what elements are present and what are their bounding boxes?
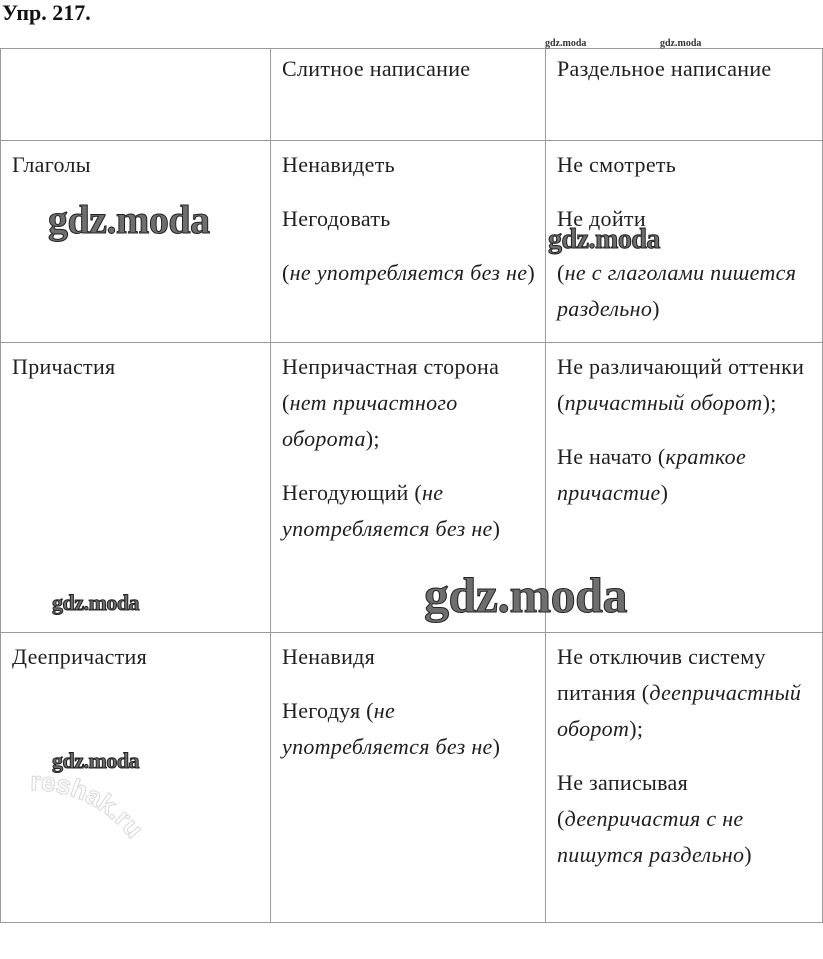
example: Негодуя (не употребляется без не) (282, 698, 501, 759)
separate-cell (546, 633, 823, 923)
example: Не записывая (деепричастия с не пишутся раздельно) (557, 770, 752, 867)
merged-cell (271, 633, 546, 923)
example: Не отключив систему питания (деепричастный оборот); (557, 644, 802, 741)
watermark-large: gdz.moda (424, 567, 627, 623)
merged-cell (271, 343, 546, 633)
separate-cell (546, 141, 823, 343)
header-empty-cell (1, 49, 271, 141)
table-row (1, 633, 823, 923)
table-row (1, 141, 823, 343)
watermark-arc-text: reshak.ru (29, 770, 150, 844)
note: не употребляется без не (289, 260, 528, 285)
watermark-small: gdz.moda (660, 38, 702, 49)
spelling-table (0, 48, 823, 923)
note: не употребляется без не (282, 698, 493, 759)
example: (не с глаголами пишется раздельно) (557, 260, 797, 321)
header-merged-cell: Слитное написание (271, 49, 546, 141)
note: деепричастия с не пишутся раздельно (557, 806, 745, 867)
example: (не употребляется без не) (282, 260, 535, 285)
example: Не смотреть (557, 152, 677, 177)
note: причастный оборот (564, 390, 763, 415)
row-label: Причастия (1, 343, 271, 633)
separate-cell (546, 343, 823, 633)
note: деепричастный оборот (557, 680, 802, 741)
example: Негодующий (не употребляется без не) (282, 480, 501, 541)
example: Ненавидеть (282, 152, 395, 177)
note: не с глаголами пишется раздельно (557, 260, 797, 321)
watermark-large: gdz.moda (548, 224, 660, 255)
example: Ненавидя (282, 644, 376, 669)
note: нет причастного оборота (282, 390, 458, 451)
row-label: Деепричастия (1, 633, 271, 923)
row-label: Глаголы (1, 141, 271, 343)
example: Не дойти (557, 206, 646, 231)
note: не употребляется без не (282, 480, 493, 541)
watermark-small: gdz.moda (52, 748, 140, 773)
watermark-large: gdz.moda (48, 197, 210, 242)
example: Не начато (краткое причастие) (557, 444, 747, 505)
example: Не различающий оттенки (причастный оборот); (557, 354, 805, 415)
note: краткое причастие (557, 444, 747, 505)
example: Непричастная сторона (нет причастного оборота); (282, 354, 500, 451)
header-separate-cell: Раздельное написание (546, 49, 823, 141)
watermark-small: gdz.moda (545, 38, 587, 49)
watermark-small: gdz.moda (52, 590, 140, 615)
exercise-title: Упр. 217. (2, 0, 91, 25)
example: Негодовать (282, 206, 391, 231)
merged-cell (271, 141, 546, 343)
table-row (1, 343, 823, 633)
table-header-row (1, 49, 823, 141)
